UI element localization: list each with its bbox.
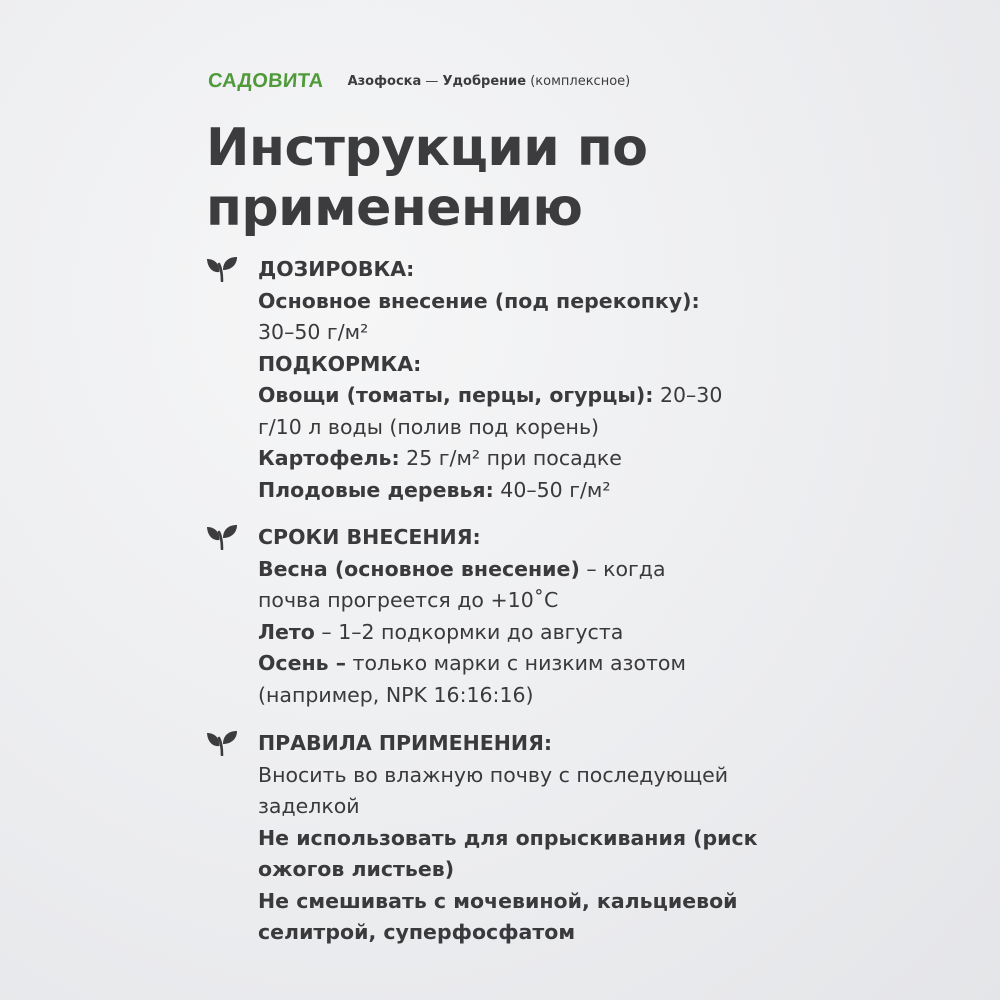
rule-2-line-2: ожогов листьев) [258, 857, 455, 881]
rule-3-line-2: селитрой, суперфосфатом [258, 920, 576, 944]
summer-value: – 1–2 подкормки до августа [314, 619, 624, 644]
potato-value: 25 г/м² при посадке [399, 446, 622, 470]
trees-label: Плодовые деревья: [258, 477, 494, 502]
autumn-value-cont: (например, NPK 16:16:16) [258, 682, 534, 707]
rules-heading: ПРАВИЛА ПРИМЕНЕНИЯ: [258, 731, 553, 755]
vegetables-value-cont: г/10 л воды (полив под корень) [258, 414, 600, 439]
spring-value: – когда [579, 556, 666, 581]
vegetables-value: 20–30 [653, 383, 723, 407]
section-rules [258, 728, 818, 949]
product-note: (комплексное) [530, 74, 631, 89]
dosage-main-value: 30–50 г/м² [258, 320, 369, 344]
page-title [206, 118, 648, 238]
potato-label: Картофель: [258, 446, 400, 470]
product-separator: — [421, 74, 443, 89]
spring-label: Весна (основное внесение) [258, 556, 580, 581]
product-info [348, 74, 631, 89]
brand-logo: САДОВИТА [207, 70, 325, 92]
title-line-1: Инструкции по [206, 118, 648, 178]
leaf-icon [206, 524, 238, 550]
rule-1-line-1: Вносить во влажную почву с последующей [258, 762, 729, 787]
autumn-label: Осень – [258, 651, 346, 675]
leaf-icon [206, 256, 238, 282]
title-line-2: применению [206, 178, 583, 238]
header [208, 70, 630, 93]
product-name: Азофоска [347, 74, 422, 89]
section-dosage [258, 254, 818, 506]
vegetables-label: Овощи (томаты, перцы, огурцы): [258, 383, 654, 407]
trees-value: 40–50 г/м² [493, 477, 611, 502]
rule-3-line-1: Не смешивать с мочевиной, кальциевой [258, 888, 738, 913]
dosage-main-label: Основное внесение (под перекопку): [258, 288, 700, 313]
timing-heading: СРОКИ ВНЕСЕНИЯ: [258, 525, 481, 549]
product-type: Удобрение [442, 74, 527, 89]
autumn-value: только марки с низким азотом [346, 651, 686, 675]
feeding-heading: ПОДКОРМКА: [258, 351, 422, 376]
section-timing [258, 522, 818, 711]
leaf-icon [206, 730, 238, 756]
spring-value-cont: почва прогреется до +10˚С [258, 588, 559, 612]
dosage-heading: ДОЗИРОВКА: [258, 257, 415, 281]
rule-2-line-1: Не использовать для опрыскивания (риск [258, 825, 758, 850]
summer-label: Лето [258, 619, 315, 644]
rule-1-line-2: заделкой [258, 794, 360, 818]
